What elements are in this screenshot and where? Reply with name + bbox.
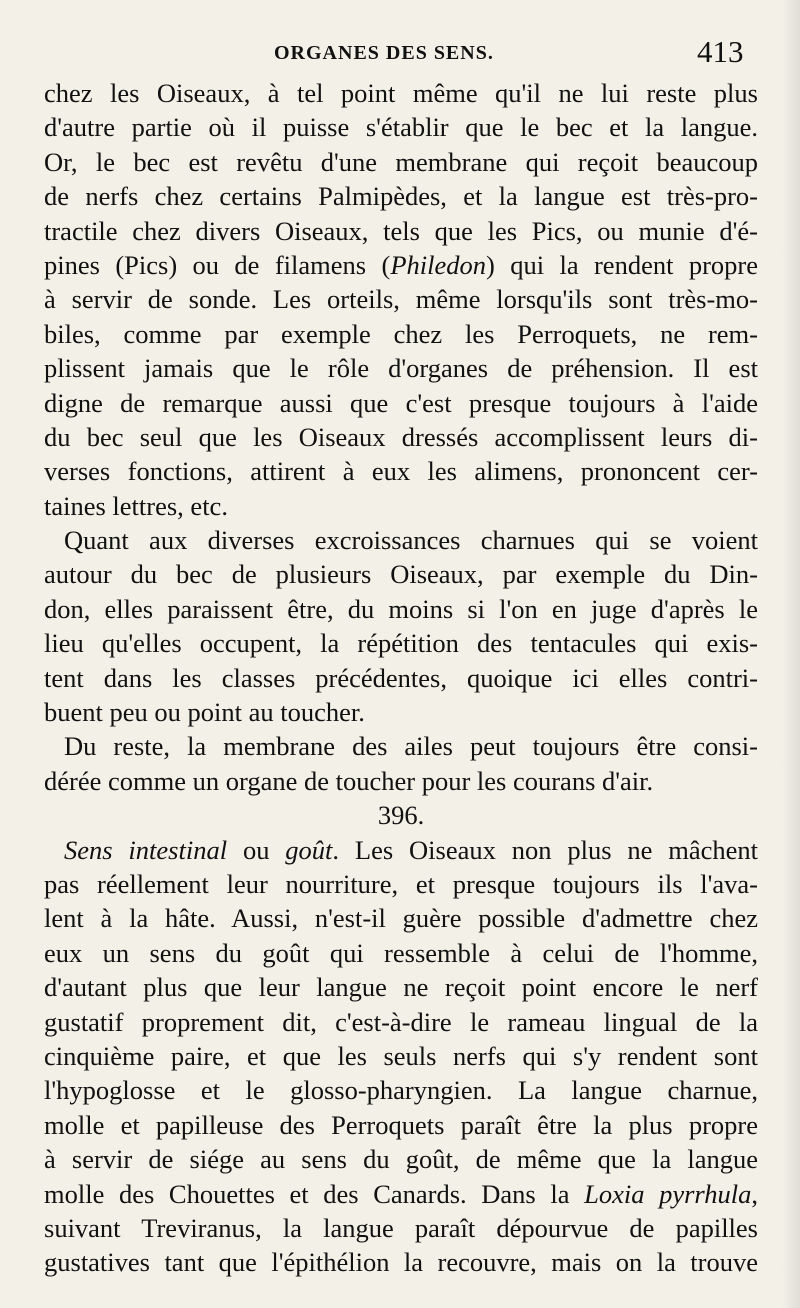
text-line: Quant aux diverses excroissances charnues qui se voient <box>64 525 758 556</box>
italic-term: Sens intestinal <box>64 834 228 865</box>
text-line: de nerfs chez certains Palmipèdes, et la langue est très-pro- <box>44 181 758 212</box>
text-span: . Les Oiseaux non plus ne mâchent <box>332 834 758 865</box>
text-line: plissent jamais que le rôle d'organes de préhension. Il est <box>44 353 758 384</box>
text-line: taines lettres, etc. <box>44 490 228 521</box>
text-line <box>44 833 758 867</box>
text-line: molle et papilleuse des Perroquets paraît être la plus propre <box>44 1109 758 1140</box>
text-line: à servir de sonde. Les orteils, même lorsqu'ils sont très-mo- <box>44 284 758 315</box>
text-line: dérée comme un organe de toucher pour les courans d'air. <box>44 765 654 796</box>
text-span: pines (Pics) ou de filamens ( <box>44 249 391 280</box>
text-line: Du reste, la membrane des ailes peut toujours être consi- <box>64 731 758 762</box>
text-line: cinquième paire, et que les seuls nerfs qui s'y rendent sont <box>44 1040 758 1071</box>
text-line: d'autant plus que leur langue ne reçoit point encore le nerf <box>44 972 758 1003</box>
text-span: ) qui la rendent propre <box>486 249 758 280</box>
section-number: 396. <box>377 800 425 831</box>
text-line: suivant Treviranus, la langue paraît dépourvue de papilles <box>44 1212 758 1243</box>
text-line: verses fonctions, attirent à eux les alimens, prononcent cer- <box>44 456 758 487</box>
text-span: ou <box>227 834 286 865</box>
running-head: ORGANES DES SENS. <box>274 42 494 64</box>
page-number: 413 <box>697 34 744 69</box>
page-header <box>0 34 800 74</box>
text-line: chez les Oiseaux, à tel point même qu'il ne lui reste plus <box>44 78 758 108</box>
text-line: l'hypoglosse et le glosso-pharyngien. La langue charnue, <box>44 1075 758 1106</box>
italic-term: goût <box>285 834 333 865</box>
text-line: lieu qu'elles occupent, la répétition des tentacules qui exis- <box>44 628 758 659</box>
text-line <box>44 1177 758 1211</box>
text-line: lent à la hâte. Aussi, n'est-il guère possible d'admettre chez <box>44 903 758 934</box>
text-line: Or, le bec est revêtu d'une membrane qui reçoit beaucoup <box>44 146 758 177</box>
text-span: molle des Chouettes et des Canards. Dans la <box>44 1178 585 1209</box>
text-line: à servir de siége au sens du goût, de même que la langue <box>44 1144 758 1175</box>
text-line: gustatif proprement dit, c'est-à-dire le rameau lingual de la <box>44 1006 758 1037</box>
text-line: d'autre partie où il puisse s'établir que le bec et la langue. <box>44 112 758 143</box>
text-line: gustatives tant que l'épithélion la recouvre, mais on la trouve <box>44 1247 758 1278</box>
text-line <box>44 248 758 282</box>
text-line: buent peu ou point au toucher. <box>44 697 365 728</box>
body-text <box>44 76 758 1280</box>
italic-term: Loxia pyrrhula <box>584 1178 752 1209</box>
text-line: tractile chez divers Oiseaux, tels que les Pics, ou munie d'é- <box>44 215 758 246</box>
text-line: du bec seul que les Oiseaux dressés accomplissent leurs di- <box>44 421 758 452</box>
page-edge-shadow <box>782 0 800 1308</box>
text-line: autour du bec de plusieurs Oiseaux, par exemple du Din- <box>44 559 758 590</box>
text-line: don, elles paraissent être, du moins si l'on en juge d'après le <box>44 593 758 624</box>
text-line: tent dans les classes précédentes, quoique ici elles contri- <box>44 662 758 693</box>
text-line: pas réellement leur nourriture, et presque toujours ils l'ava- <box>44 868 758 899</box>
text-line: biles, comme par exemple chez les Perroquets, ne rem- <box>44 318 758 349</box>
italic-term: Philedon <box>390 249 486 280</box>
text-line: digne de remarque aussi que c'est presque toujours à l'aide <box>44 387 758 418</box>
text-span: , <box>751 1178 758 1209</box>
text-line: eux un sens du goût qui ressemble à celui de l'homme, <box>44 937 758 968</box>
